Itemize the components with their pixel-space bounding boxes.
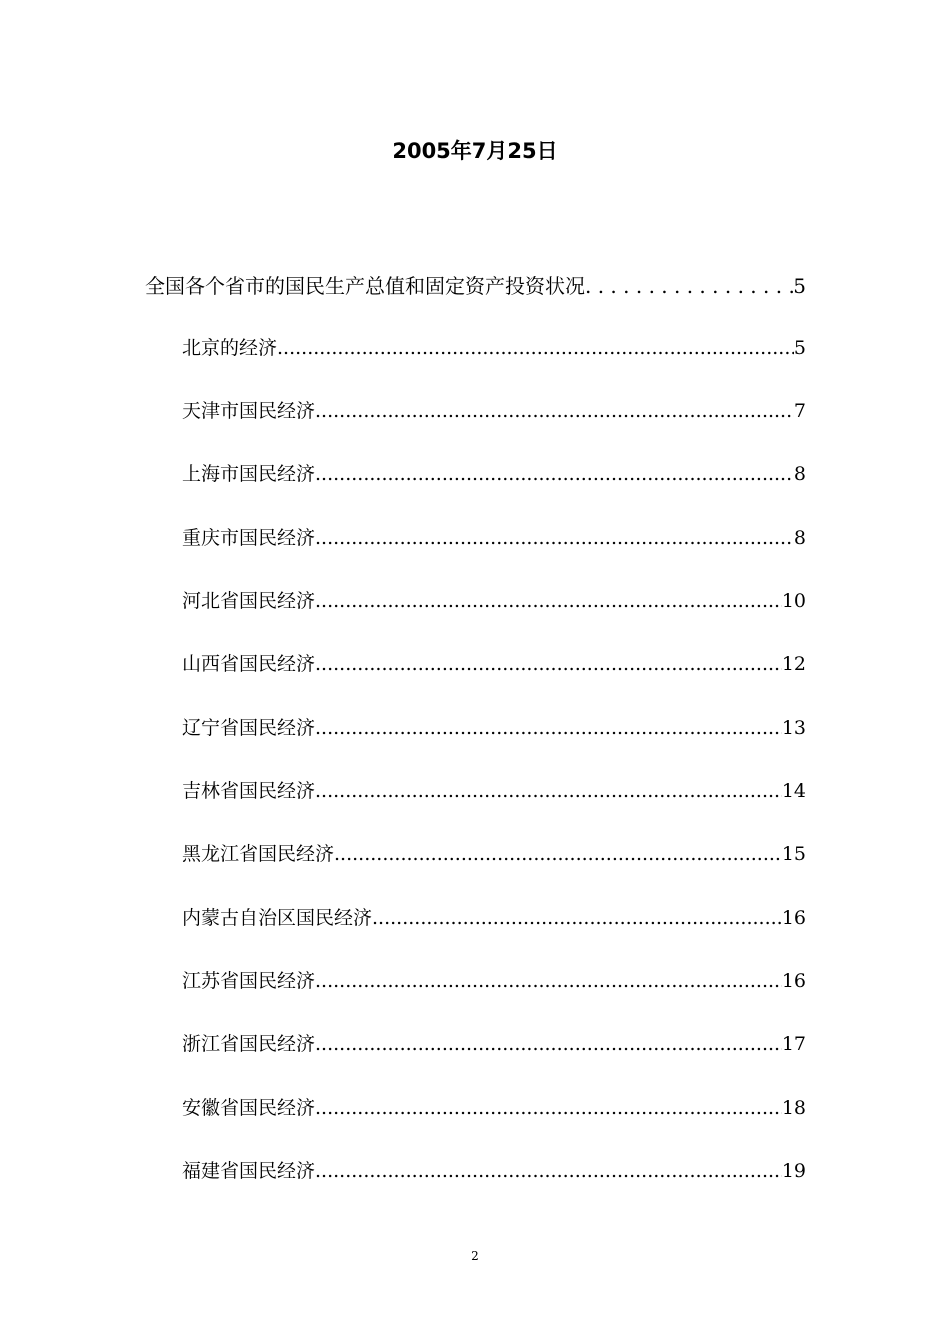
toc-leader-dots — [315, 1093, 782, 1123]
toc-leader-dots — [315, 713, 782, 743]
toc-entry[interactable] — [182, 1029, 806, 1059]
toc-entry-label: 内蒙古自治区国民经济 — [182, 907, 373, 929]
toc-entry-label: 上海市国民经济 — [182, 463, 316, 485]
toc-leader-dots — [334, 839, 782, 869]
toc-entry-page: 8 — [793, 463, 806, 485]
toc-entry[interactable] — [182, 649, 806, 679]
toc-entry-page: 5 — [793, 274, 806, 298]
toc-entry-label: 浙江省国民经济 — [182, 1033, 316, 1055]
toc-entry-label: 重庆市国民经济 — [182, 527, 316, 549]
toc-entry-page: 17 — [781, 1033, 806, 1055]
toc-entry-page: 16 — [781, 907, 806, 929]
toc-leader-dots — [315, 586, 782, 616]
toc-leader-dots — [315, 776, 782, 806]
toc-leader-dots — [315, 1156, 782, 1186]
toc-leader-dots — [315, 649, 782, 679]
toc-leader-dots — [315, 1029, 782, 1059]
toc-entry-page: 10 — [781, 590, 806, 612]
toc-entry-label: 天津市国民经济 — [182, 400, 316, 422]
toc-entry-label: 福建省国民经济 — [182, 1160, 316, 1182]
toc-entry-main[interactable] — [145, 270, 806, 302]
toc-entry[interactable] — [182, 776, 806, 806]
toc-entry[interactable] — [182, 459, 806, 489]
toc-entry[interactable] — [182, 523, 806, 553]
toc-entry[interactable] — [182, 333, 806, 363]
toc-entry-label: 辽宁省国民经济 — [182, 717, 316, 739]
toc-entry-label: 北京的经济 — [182, 337, 278, 359]
toc-entry[interactable] — [182, 903, 806, 933]
toc-entry[interactable] — [182, 966, 806, 996]
toc-entry-page: 19 — [781, 1160, 806, 1182]
toc-leader-dots — [372, 903, 782, 933]
toc-entry[interactable] — [182, 586, 806, 616]
toc-entry[interactable] — [182, 1093, 806, 1123]
page-number: 2 — [471, 1249, 479, 1263]
toc-entry[interactable] — [182, 839, 806, 869]
toc-entry-label: 全国各个省市的国民生产总值和固定资产投资状况 — [145, 274, 585, 298]
toc-entry-label: 河北省国民经济 — [182, 590, 316, 612]
date-title: 2005年7月25日 — [392, 139, 558, 163]
toc-leader-dots — [585, 270, 793, 302]
toc-leader-dots — [315, 396, 794, 426]
toc-leader-dots — [277, 333, 794, 363]
toc-entry-label: 安徽省国民经济 — [182, 1097, 316, 1119]
toc-entry-label: 江苏省国民经济 — [182, 970, 316, 992]
toc-leader-dots — [315, 523, 794, 553]
toc-entry[interactable] — [182, 713, 806, 743]
toc-entry-page: 8 — [793, 527, 806, 549]
toc-entry-page: 18 — [781, 1097, 806, 1119]
toc-entry-page: 7 — [793, 400, 806, 422]
toc-entry-page: 12 — [781, 653, 806, 675]
toc-entry[interactable] — [182, 396, 806, 426]
toc-leader-dots — [315, 459, 794, 489]
toc-entry-label: 山西省国民经济 — [182, 653, 316, 675]
toc-entry-label: 吉林省国民经济 — [182, 780, 316, 802]
toc-entry-page: 16 — [781, 970, 806, 992]
toc-entry-page: 15 — [781, 843, 806, 865]
toc-leader-dots — [315, 966, 782, 996]
toc-entry-page: 14 — [781, 780, 806, 802]
toc-entry[interactable] — [182, 1156, 806, 1186]
toc-entry-page: 13 — [781, 717, 806, 739]
toc-entry-label: 黑龙江省国民经济 — [182, 843, 335, 865]
toc-entry-page: 5 — [793, 337, 806, 359]
